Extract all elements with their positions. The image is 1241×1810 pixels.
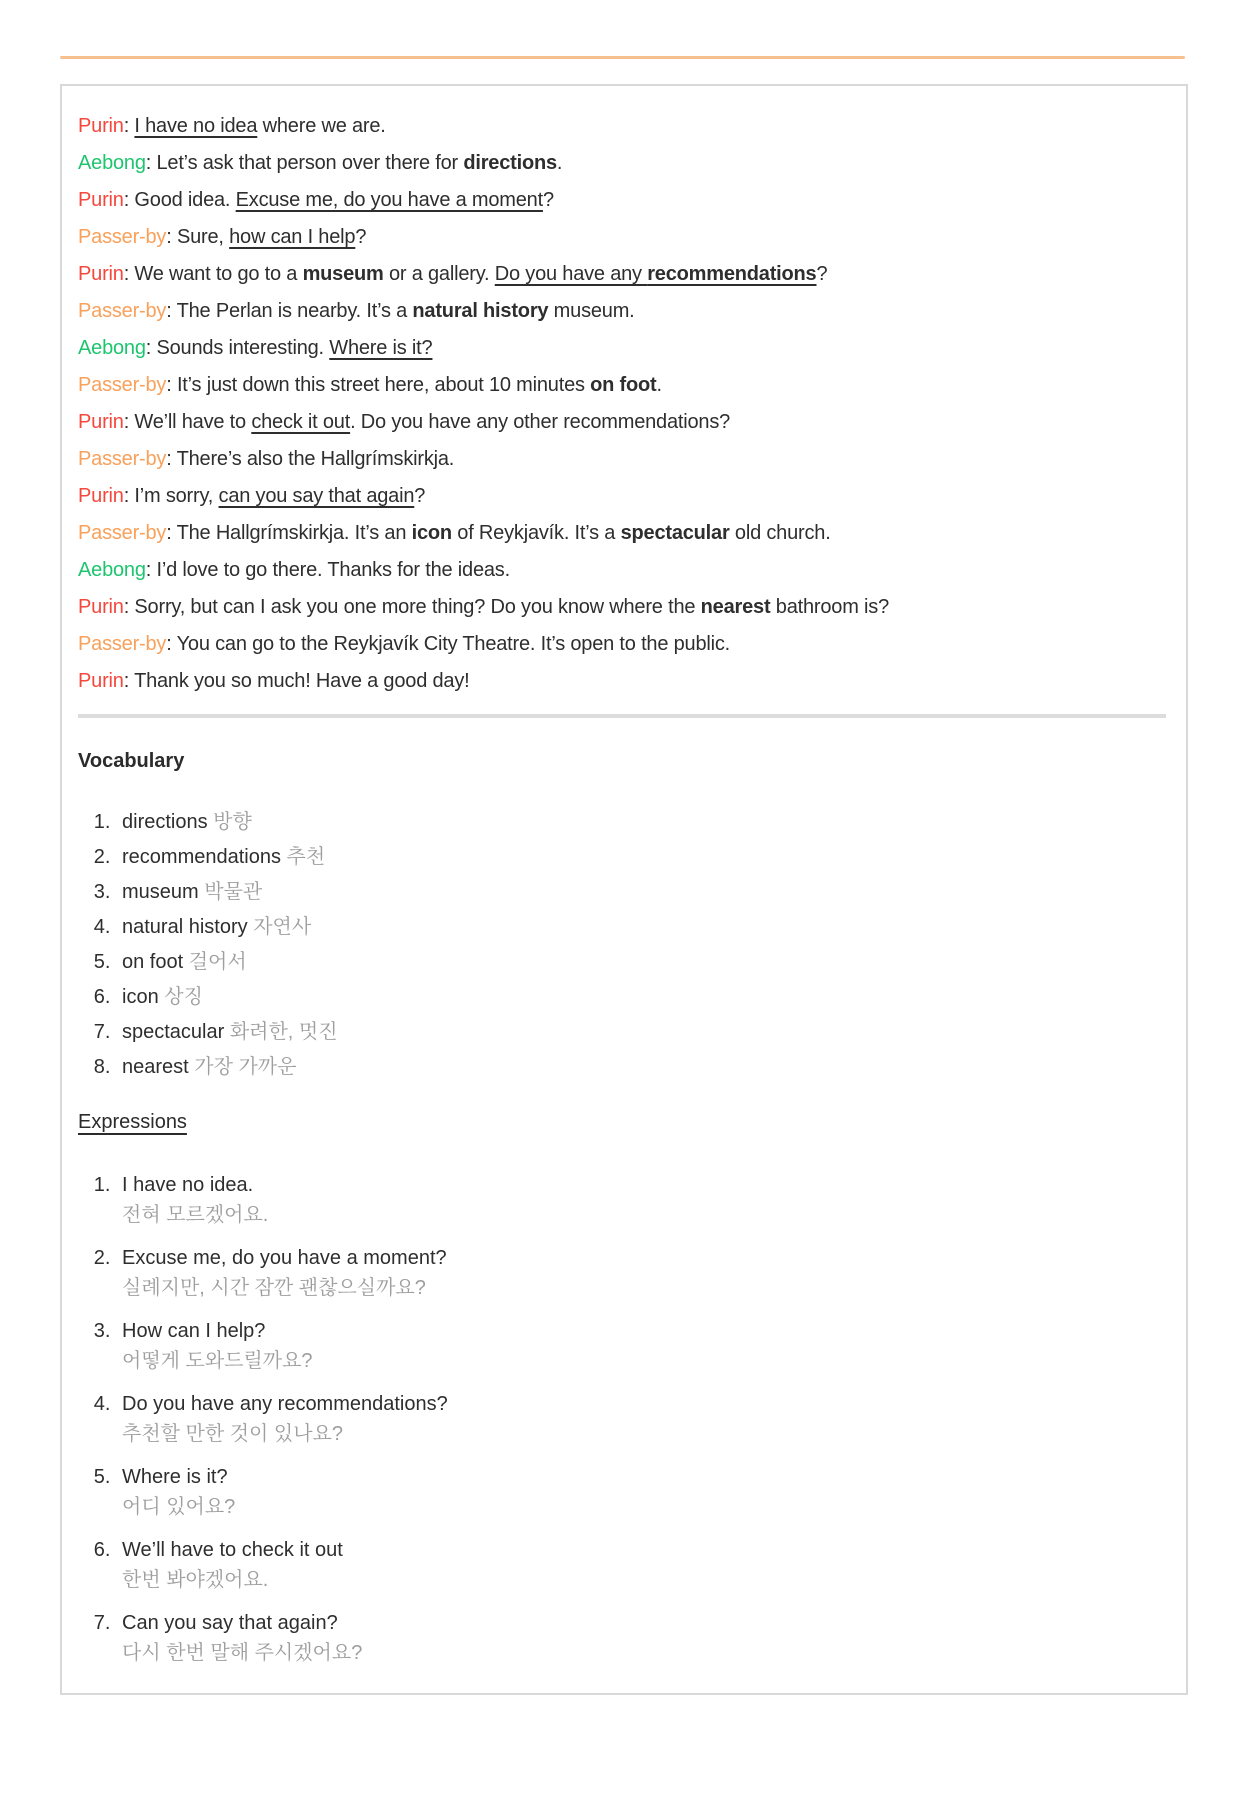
speaker-name: Purin (78, 189, 124, 211)
top-accent-rule (60, 56, 1185, 59)
dialogue-text-segment: check it out (251, 411, 351, 433)
speaker-name: Passer-by (78, 633, 167, 655)
expression-korean: 어떻게 도와드릴까요? (122, 1350, 313, 1372)
expressions-list (78, 1170, 1166, 1668)
expression-korean: 실례지만, 시간 잠깐 괜찮으실까요? (122, 1277, 426, 1299)
vocabulary-term: recommendations (122, 846, 281, 868)
dialogue-line: Purin: Sorry, but can I ask you one more thing? Do you know where the nearest bathroom is? (78, 596, 889, 618)
dialogue-text-segment: ? (542, 189, 554, 211)
vocabulary-translation: 걸어서 (188, 951, 247, 973)
speaker-name: Purin (78, 485, 124, 507)
speaker-name: Purin (78, 596, 124, 618)
expression-item (116, 1243, 1166, 1303)
dialogue-line: Passer-by: The Hallgrímskirkja. It’s an icon of Reykjavík. It’s a spectacular old church. (78, 522, 831, 544)
dialogue-text-segment: Do you have any (494, 263, 648, 285)
speaker-name: Passer-by (78, 448, 167, 470)
expression-korean: 한번 봐야겠어요. (122, 1569, 269, 1591)
dialogue-text-segment: of Reykjavík. It’s a (451, 522, 621, 544)
speaker-name: Passer-by (78, 374, 167, 396)
dialogue-text-segment: museum (302, 263, 384, 285)
expression-korean: 전혀 모르겠어요. (122, 1204, 269, 1226)
dialogue-text-segment: You can go to the Reykjavík City Theatre. It’s open to the public. (176, 633, 731, 655)
dialogue-line: Passer-by: The Perlan is nearby. It’s a natural history museum. (78, 300, 635, 322)
vocabulary-translation: 가장 가까운 (194, 1056, 297, 1078)
dialogue-text-segment: Where is it? (329, 337, 433, 359)
dialogue-text-segment: directions (463, 152, 557, 174)
dialogue-text-segment: natural history (412, 300, 549, 322)
dialogue-text-segment: how can I help (229, 226, 356, 248)
speaker-name: Passer-by (78, 300, 167, 322)
dialogue-text-segment: on foot (590, 374, 657, 396)
expression-english: 6. We’ll have to check it out (122, 1539, 343, 1561)
dialogue-text-segment: recommendations (647, 263, 817, 285)
speaker-name: Purin (78, 411, 124, 433)
dialogue-text-segment: The Perlan is nearby. It’s a (176, 300, 413, 322)
expression-item (116, 1462, 1166, 1522)
dialogue-line: Purin: We want to go to a museum or a gallery. Do you have any recommendations? (78, 263, 828, 285)
dialogue-line: Passer-by: You can go to the Reykjavík City Theatre. It’s open to the public. (78, 633, 731, 655)
speaker-name: Aebong (78, 152, 146, 174)
dialogue-text-segment: . Do you have any other recommendations? (350, 411, 731, 433)
vocabulary-term: icon (122, 986, 159, 1008)
expression-item (116, 1389, 1166, 1449)
speaker-name: Passer-by (78, 226, 167, 248)
vocabulary-heading: Vocabulary (78, 750, 185, 772)
dialogue-text-segment: bathroom is? (770, 596, 889, 618)
dialogue-text-segment: Thank you so much! Have a good day! (134, 670, 470, 692)
expression-item (116, 1535, 1166, 1595)
dialogue-line: Passer-by: It’s just down this street here, about 10 minutes on foot. (78, 374, 662, 396)
lesson-page (0, 56, 1241, 1810)
vocabulary-item (116, 982, 1166, 1013)
dialogue-text-segment: Sorry, but can I ask you one more thing? Do you know where the (134, 596, 701, 618)
dialogue-line: Purin: Thank you so much! Have a good day! (78, 670, 470, 692)
dialogue-text-segment: The Hallgrímskirkja. It’s an (176, 522, 412, 544)
vocabulary-item (116, 807, 1166, 838)
vocabulary-translation: 방향 (213, 811, 252, 833)
expression-item (116, 1316, 1166, 1376)
dialogue-line: Aebong: Let’s ask that person over there for directions. (78, 152, 563, 174)
vocabulary-item (116, 1017, 1166, 1048)
expression-item (116, 1608, 1166, 1668)
dialogue-text-segment: Sure, (176, 226, 230, 248)
dialogue-text-segment: museum. (548, 300, 635, 322)
dialogue-text-segment: . (556, 152, 563, 174)
expression-english: 4. Do you have any recommendations? (122, 1393, 448, 1415)
speaker-name: Purin (78, 670, 124, 692)
dialogue-text-segment: where we are. (257, 115, 386, 137)
speaker-name: Aebong (78, 559, 146, 581)
dialogue-text-segment: old church. (729, 522, 831, 544)
dialogue-text-segment: icon (411, 522, 452, 544)
vocabulary-term: natural history (122, 916, 248, 938)
dialogue-line: Aebong: I’d love to go there. Thanks for the ideas. (78, 559, 510, 581)
expression-english: 7. Can you say that again? (122, 1612, 338, 1634)
dialogue-text-segment: There’s also the Hallgrímskirkja. (176, 448, 455, 470)
expressions-heading: Expressions (78, 1111, 187, 1133)
vocabulary-translation: 추천 (286, 846, 326, 868)
vocabulary-item (116, 877, 1166, 908)
dialogue-text-segment: ? (414, 485, 426, 507)
speaker-name: Purin (78, 115, 124, 137)
expression-english: 1. I have no idea. (122, 1174, 254, 1196)
dialogue-text-segment: can you say that again (218, 485, 415, 507)
dialogue-text-segment: nearest (700, 596, 771, 618)
dialogue-line: Purin: We’ll have to check it out. Do you have any other recommendations? (78, 411, 731, 433)
lesson-card (60, 84, 1188, 1695)
dialogue-text-segment: We’ll have to (134, 411, 252, 433)
vocabulary-item (116, 912, 1166, 943)
vocabulary-term: museum (122, 881, 199, 903)
vocabulary-term: directions (122, 811, 208, 833)
expression-korean: 다시 한번 말해 주시겠어요? (122, 1642, 363, 1664)
dialogue-text-segment: It’s just down this street here, about 10 minutes (176, 374, 591, 396)
section-divider (78, 714, 1166, 718)
dialogue-line: Passer-by: There’s also the Hallgrímskirkja. (78, 448, 455, 470)
dialogue-section (78, 108, 1166, 700)
vocabulary-list (78, 807, 1166, 1083)
dialogue-text-segment: Good idea. (134, 189, 236, 211)
dialogue-text-segment: I’d love to go there. Thanks for the ideas. (156, 559, 510, 581)
dialogue-line: Purin: I’m sorry, can you say that again? (78, 485, 426, 507)
expression-english: 3. How can I help? (122, 1320, 266, 1342)
speaker-name: Aebong (78, 337, 146, 359)
dialogue-text-segment: Sounds interesting. (156, 337, 330, 359)
expression-korean: 어디 있어요? (122, 1496, 236, 1518)
vocabulary-translation: 화려한, 멋진 (229, 1021, 338, 1043)
dialogue-text-segment: We want to go to a (134, 263, 303, 285)
dialogue-text-segment: I have no idea (134, 115, 258, 137)
dialogue-text-segment: . (656, 374, 662, 396)
expression-korean: 추천할 만한 것이 있나요? (122, 1423, 343, 1445)
vocabulary-term: on foot (122, 951, 184, 973)
vocabulary-item (116, 947, 1166, 978)
vocabulary-translation: 박물관 (204, 881, 263, 903)
vocabulary-translation: 상징 (164, 986, 203, 1008)
dialogue-text-segment: ? (816, 263, 828, 285)
dialogue-text-segment: I’m sorry, (134, 485, 219, 507)
expression-english: 5. Where is it? (122, 1466, 228, 1488)
dialogue-text-segment: Excuse me, do you have a moment (235, 189, 543, 211)
vocabulary-item (116, 842, 1166, 873)
dialogue-line: Purin: Good idea. Excuse me, do you have a moment? (78, 189, 554, 211)
dialogue-text-segment: Let’s ask that person over there for (156, 152, 464, 174)
dialogue-line: Aebong: Sounds interesting. Where is it? (78, 337, 433, 359)
dialogue-line: Purin: I have no idea where we are. (78, 115, 386, 137)
dialogue-line: Passer-by: Sure, how can I help? (78, 226, 367, 248)
expression-english: 2. Excuse me, do you have a moment? (122, 1247, 447, 1269)
dialogue-text-segment: spectacular (620, 522, 730, 544)
dialogue-text-segment: ? (355, 226, 367, 248)
vocabulary-term: nearest (122, 1056, 189, 1078)
vocabulary-term: spectacular (122, 1021, 225, 1043)
vocabulary-translation: 자연사 (253, 916, 312, 938)
vocabulary-item (116, 1052, 1166, 1083)
speaker-name: Purin (78, 263, 124, 285)
expression-item (116, 1170, 1166, 1230)
speaker-name: Passer-by (78, 522, 167, 544)
dialogue-text-segment: or a gallery. (383, 263, 495, 285)
